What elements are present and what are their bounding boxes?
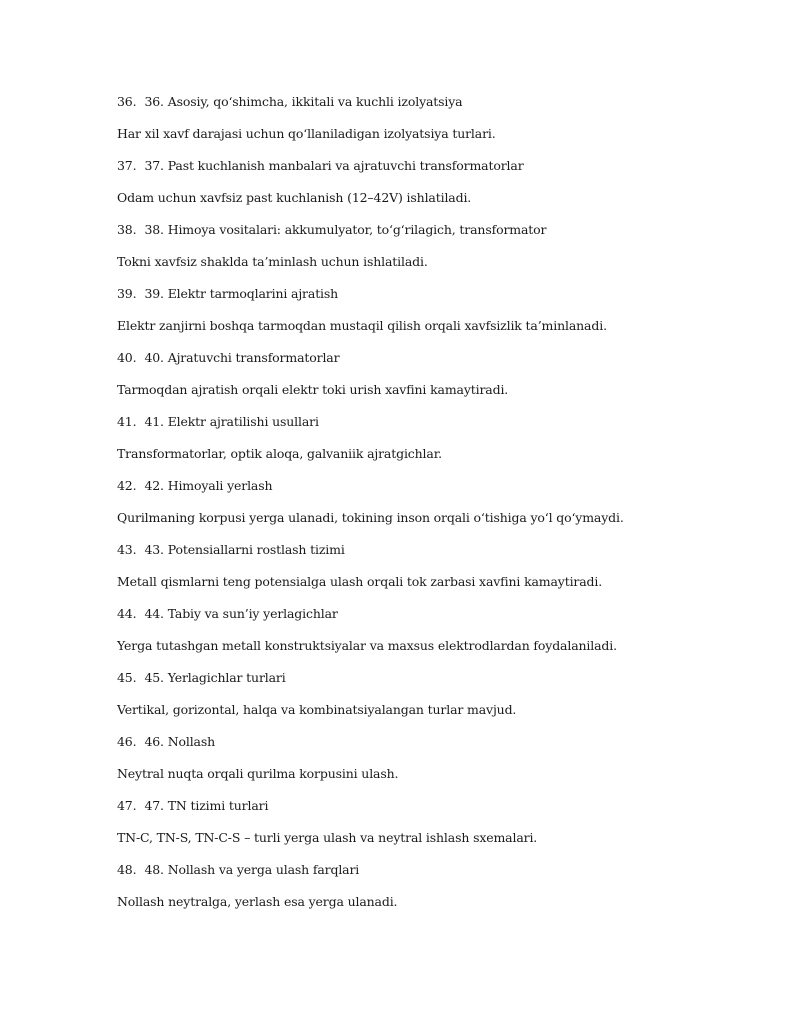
item-description: Tarmoqdan ajratish orqali elektr toki urish xavfini kamaytiradi. bbox=[117, 382, 509, 397]
item-number: 41. bbox=[117, 414, 137, 429]
list-item bbox=[117, 86, 757, 150]
item-description: Transformatorlar, optik aloqa, galvaniik ajratgichlar. bbox=[117, 446, 442, 461]
item-title: 44. Tabiy va sun’iy yerlagichlar bbox=[144, 606, 338, 621]
item-heading bbox=[117, 214, 757, 246]
item-title: 40. Ajratuvchi transformatorlar bbox=[144, 350, 340, 365]
item-title: 46. Nollash bbox=[144, 734, 216, 749]
item-title: 41. Elektr ajratilishi usullari bbox=[144, 414, 319, 429]
item-heading bbox=[117, 470, 757, 502]
document-page bbox=[117, 86, 757, 918]
item-number: 46. bbox=[117, 734, 137, 749]
item-number: 45. bbox=[117, 670, 137, 685]
item-title: 47. TN tizimi turlari bbox=[144, 798, 269, 813]
item-description: Elektr zanjirni boshqa tarmoqdan mustaqil qilish orqali xavfsizlik ta’minlanadi. bbox=[117, 318, 607, 333]
item-title: 39. Elektr tarmoqlarini ajratish bbox=[144, 286, 339, 301]
list-item bbox=[117, 470, 757, 534]
item-heading bbox=[117, 598, 757, 630]
item-title: 43. Potensiallarni rostlash tizimi bbox=[144, 542, 345, 557]
item-number: 48. bbox=[117, 862, 137, 877]
item-heading bbox=[117, 86, 757, 118]
item-number: 39. bbox=[117, 286, 137, 301]
item-heading bbox=[117, 278, 757, 310]
list-item bbox=[117, 406, 757, 470]
item-description: Yerga tutashgan metall konstruktsiyalar va maxsus elektrodlardan foydalaniladi. bbox=[117, 638, 617, 653]
item-title: 38. Himoya vositalari: akkumulyator, to‘g‘rilagich, transformator bbox=[144, 222, 547, 237]
list-item bbox=[117, 150, 757, 214]
item-number: 42. bbox=[117, 478, 137, 493]
list-item bbox=[117, 598, 757, 662]
item-number: 40. bbox=[117, 350, 137, 365]
item-description: Vertikal, gorizontal, halqa va kombinatsiyalangan turlar mavjud. bbox=[117, 702, 517, 717]
item-heading bbox=[117, 854, 757, 886]
item-heading bbox=[117, 342, 757, 374]
list-item bbox=[117, 214, 757, 278]
item-number: 43. bbox=[117, 542, 137, 557]
item-title: 45. Yerlagichlar turlari bbox=[144, 670, 286, 685]
item-title: 36. Asosiy, qo‘shimcha, ikkitali va kuchli izolyatsiya bbox=[144, 94, 463, 109]
item-heading bbox=[117, 790, 757, 822]
list-item bbox=[117, 278, 757, 342]
list-item bbox=[117, 534, 757, 598]
item-description: Tokni xavfsiz shaklda ta’minlash uchun ishlatiladi. bbox=[117, 254, 428, 269]
item-heading bbox=[117, 662, 757, 694]
item-title: 48. Nollash va yerga ulash farqlari bbox=[144, 862, 360, 877]
item-title: 42. Himoyali yerlash bbox=[144, 478, 273, 493]
item-description: TN-C, TN-S, TN-C-S – turli yerga ulash va neytral ishlash sxemalari. bbox=[117, 830, 538, 845]
list-item bbox=[117, 790, 757, 854]
item-heading bbox=[117, 150, 757, 182]
item-number: 47. bbox=[117, 798, 137, 813]
item-description: Metall qismlarni teng potensialga ulash orqali tok zarbasi xavfini kamaytiradi. bbox=[117, 574, 603, 589]
list-item bbox=[117, 342, 757, 406]
item-title: 37. Past kuchlanish manbalari va ajratuvchi transformatorlar bbox=[144, 158, 524, 173]
item-number: 44. bbox=[117, 606, 137, 621]
item-heading bbox=[117, 534, 757, 566]
item-number: 38. bbox=[117, 222, 137, 237]
item-description: Neytral nuqta orqali qurilma korpusini ulash. bbox=[117, 766, 399, 781]
item-number: 37. bbox=[117, 158, 137, 173]
item-description: Qurilmaning korpusi yerga ulanadi, tokining inson orqali o‘tishiga yo‘l qo‘ymaydi. bbox=[117, 510, 624, 525]
list-item bbox=[117, 854, 757, 918]
item-heading bbox=[117, 726, 757, 758]
list-item bbox=[117, 662, 757, 726]
item-description: Har xil xavf darajasi uchun qo‘llaniladigan izolyatsiya turlari. bbox=[117, 126, 496, 141]
item-heading bbox=[117, 406, 757, 438]
item-number: 36. bbox=[117, 94, 137, 109]
item-description: Nollash neytralga, yerlash esa yerga ulanadi. bbox=[117, 894, 398, 909]
list-item bbox=[117, 726, 757, 790]
item-description: Odam uchun xavfsiz past kuchlanish (12–42V) ishlatiladi. bbox=[117, 190, 472, 205]
